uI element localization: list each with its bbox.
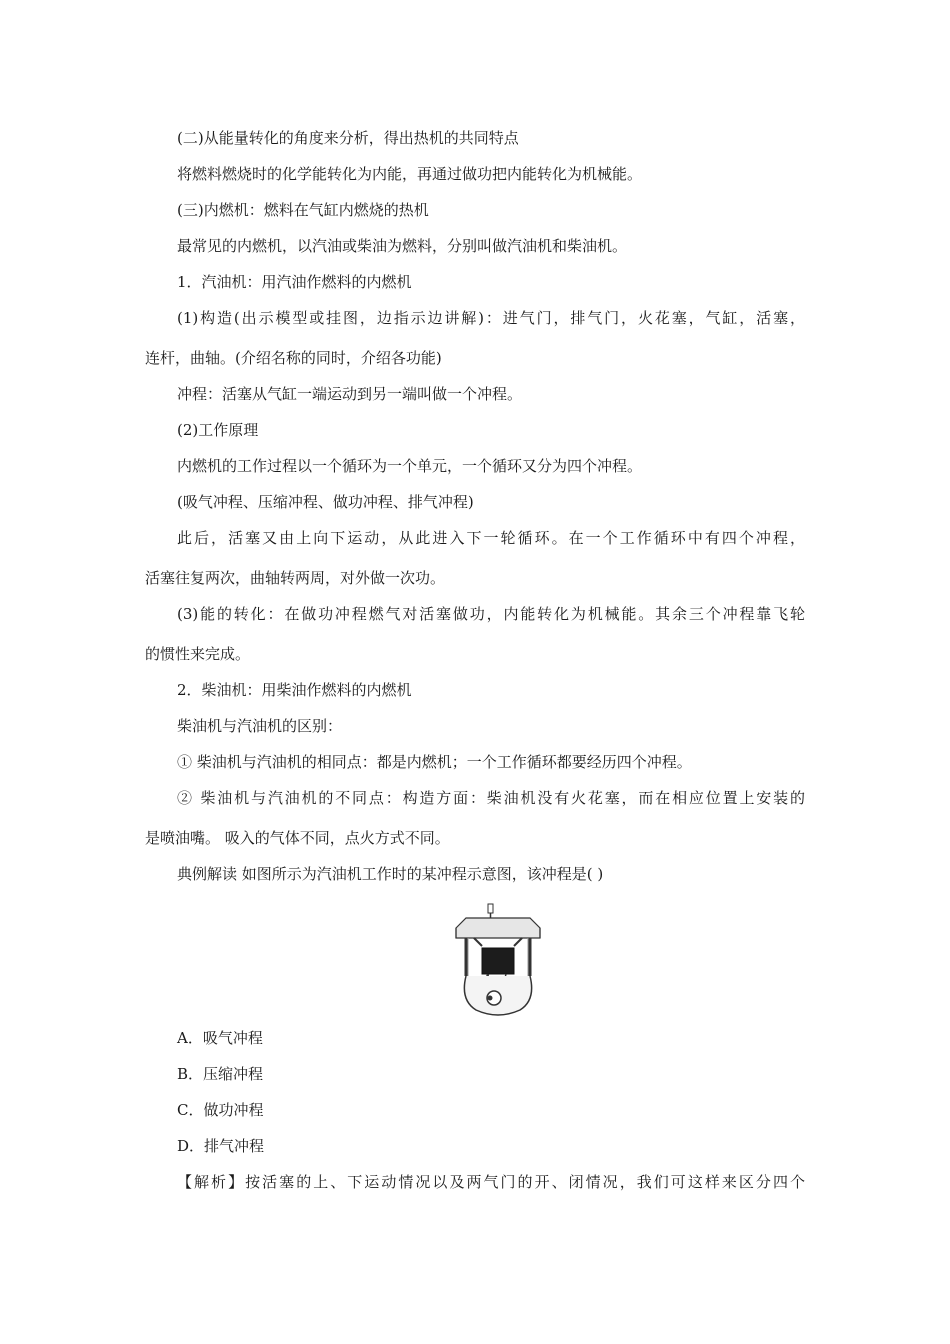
- paragraph: 内燃机的工作过程以一个循环为一个单元，一个循环又分为四个冲程。: [177, 457, 643, 475]
- paragraph-continued: 的惯性来完成。: [145, 645, 251, 663]
- paragraph: 将燃料燃烧时的化学能转化为内能，再通过做功把内能转化为机械能。: [177, 165, 643, 183]
- option-b: B．压缩冲程: [177, 1065, 264, 1083]
- subheading-diesel-engine: 2．柴油机：用柴油作燃料的内燃机: [177, 681, 412, 699]
- paragraph: (3)能的转化：在做功冲程燃气对活塞做功，内能转化为机械能。其余三个冲程靠飞轮: [177, 605, 805, 623]
- section-heading-internal-combustion: (三)内燃机：燃料在气缸内燃烧的热机: [177, 201, 429, 219]
- option-c: C．做功冲程: [177, 1101, 264, 1119]
- paragraph-continued: 是喷油嘴。 吸入的气体不同，点火方式不同。: [145, 829, 450, 847]
- paragraph: 此后，活塞又由上向下运动，从此进入下一轮循环。在一个工作循环中有四个冲程，: [177, 529, 805, 547]
- paragraph-continued: 活塞往复两次，曲轴转两周，对外做一次功。: [145, 569, 446, 587]
- subheading-gasoline-engine: 1．汽油机：用汽油作燃料的内燃机: [177, 273, 412, 291]
- paragraph: 柴油机与汽油机的区别：: [177, 717, 343, 735]
- example-question: 典例解读 如图所示为汽油机工作时的某冲程示意图，该冲程是( ): [177, 865, 604, 883]
- option-d: D．排气冲程: [177, 1137, 265, 1155]
- option-a: A．吸气冲程: [177, 1029, 263, 1047]
- paragraph: (1)构造(出示模型或挂图，边指示边讲解)：进气门，排气门，火花塞，气缸，活塞，: [177, 309, 805, 327]
- paragraph: 冲程：活塞从气缸一端运动到另一端叫做一个冲程。: [177, 385, 523, 403]
- paragraph: 最常见的内燃机，以汽油或柴油为燃料，分别叫做汽油机和柴油机。: [177, 237, 628, 255]
- section-heading-energy: (二)从能量转化的角度来分析，得出热机的共同特点: [177, 129, 519, 147]
- paragraph: (吸气冲程、压缩冲程、做功冲程、排气冲程): [177, 493, 474, 511]
- paragraph: ① 柴油机与汽油机的相同点：都是内燃机；一个工作循环都要经历四个冲程。: [177, 753, 692, 771]
- subheading-working-principle: (2)工作原理: [177, 421, 259, 439]
- engine-stroke-diagram: [452, 902, 544, 1018]
- paragraph: ② 柴油机与汽油机的不同点：构造方面：柴油机没有火花塞，而在相应位置上安装的: [177, 789, 805, 807]
- analysis-paragraph: 【解析】按活塞的上、下运动情况以及两气门的开、闭情况，我们可这样来区分四个: [177, 1173, 805, 1191]
- paragraph-continued: 连杆，曲轴。(介绍名称的同时，介绍各功能): [145, 349, 442, 367]
